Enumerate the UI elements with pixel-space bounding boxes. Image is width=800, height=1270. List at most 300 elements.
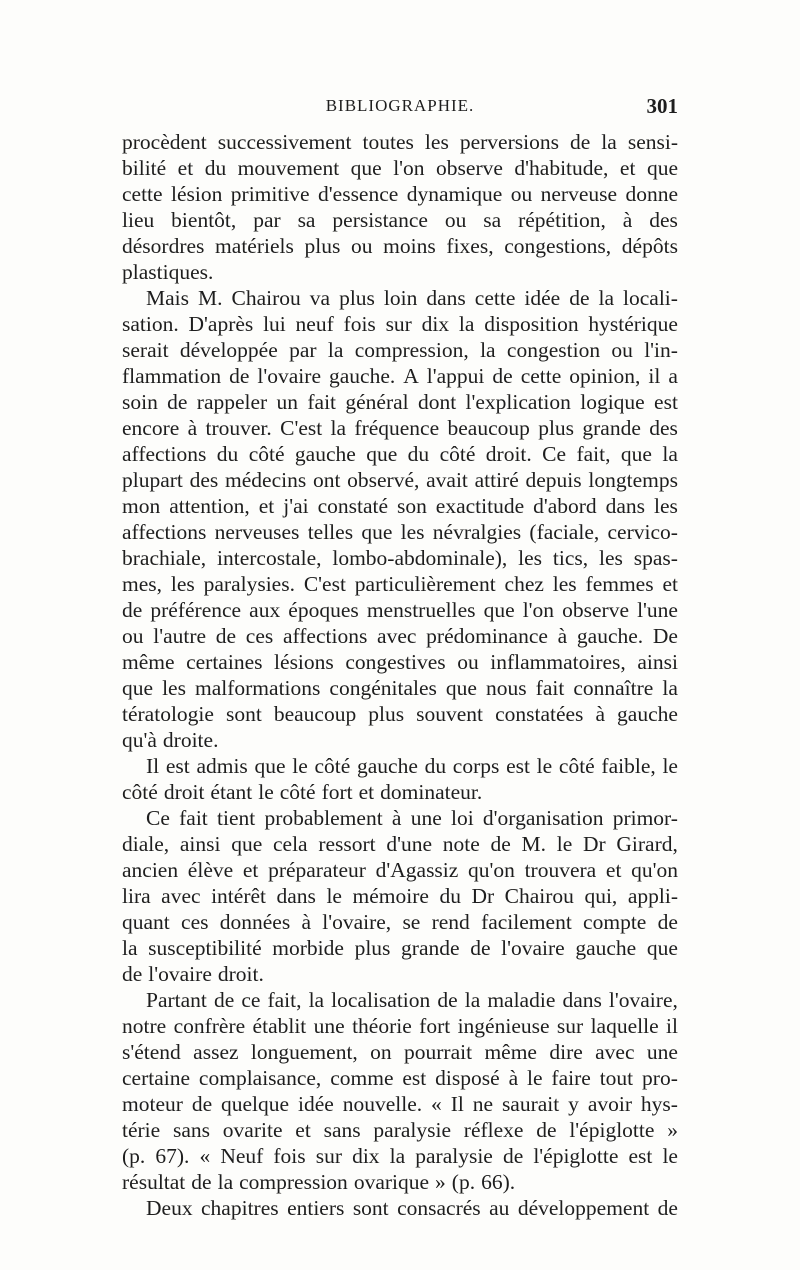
word: qu'on bbox=[468, 858, 515, 882]
word: est bbox=[402, 1066, 427, 1090]
word: malformations bbox=[195, 676, 321, 700]
word: une bbox=[646, 1040, 678, 1064]
word: que bbox=[361, 520, 393, 544]
word: saurait bbox=[501, 1092, 560, 1116]
word: observe bbox=[562, 598, 629, 622]
word: ont bbox=[312, 468, 341, 492]
word: mes, bbox=[122, 572, 163, 596]
word: affections bbox=[122, 520, 207, 544]
word: tératologie bbox=[122, 702, 214, 726]
text-line bbox=[122, 909, 678, 935]
word: les bbox=[552, 572, 577, 596]
word: sation. bbox=[122, 312, 179, 336]
word: la bbox=[458, 312, 475, 336]
word: l'ovaire bbox=[501, 936, 565, 960]
word: de bbox=[215, 624, 237, 648]
word: grande bbox=[401, 936, 460, 960]
word: cervico- bbox=[607, 520, 678, 544]
text-line bbox=[122, 753, 678, 779]
word: fort bbox=[419, 1014, 451, 1038]
word: tout bbox=[599, 1066, 634, 1090]
word: il bbox=[648, 364, 661, 388]
word: constaté bbox=[317, 494, 389, 518]
word: plus bbox=[538, 416, 575, 440]
word: laquelle bbox=[590, 1014, 659, 1038]
word: encore bbox=[122, 416, 180, 440]
word: avec bbox=[161, 884, 201, 908]
word: affections bbox=[122, 442, 207, 466]
word: ne bbox=[472, 1092, 494, 1116]
text-line bbox=[122, 857, 678, 883]
word: de bbox=[122, 962, 143, 986]
word: perversions bbox=[459, 130, 559, 154]
word: la bbox=[327, 338, 344, 362]
word: dépôts bbox=[621, 234, 678, 258]
word: un bbox=[276, 390, 299, 414]
text-line bbox=[122, 571, 678, 597]
word: (p. bbox=[451, 1170, 476, 1194]
word: que bbox=[483, 598, 515, 622]
word: une bbox=[410, 806, 442, 830]
word: ainsi bbox=[637, 650, 678, 674]
word: intercostale, bbox=[217, 546, 322, 570]
word: spas- bbox=[633, 546, 678, 570]
word: d'abord bbox=[533, 494, 597, 518]
word: attention, bbox=[169, 494, 250, 518]
word: quant bbox=[122, 910, 170, 934]
word: dominateur. bbox=[380, 780, 483, 804]
word: le bbox=[556, 832, 573, 856]
word: (faciale, bbox=[529, 520, 600, 544]
text-line bbox=[122, 1117, 678, 1143]
word: fait, bbox=[576, 442, 611, 466]
word: droite. bbox=[162, 728, 219, 752]
word: sur bbox=[556, 1014, 584, 1038]
word: la bbox=[122, 936, 138, 960]
word: neuf bbox=[295, 312, 334, 336]
word: le bbox=[662, 1144, 678, 1168]
word: chapitres bbox=[201, 1196, 279, 1220]
word: de bbox=[229, 364, 250, 388]
word: térie bbox=[122, 1118, 161, 1142]
word: rend bbox=[431, 910, 470, 934]
word: à bbox=[508, 1066, 519, 1090]
word: (p. bbox=[122, 1144, 146, 1168]
word: et bbox=[295, 1118, 311, 1142]
word: général bbox=[345, 390, 409, 414]
word: et bbox=[177, 156, 194, 180]
word: lombo-abdominale), bbox=[332, 546, 508, 570]
word: Chairou bbox=[231, 286, 301, 310]
word: que bbox=[646, 936, 678, 960]
word: tient bbox=[217, 806, 256, 830]
word: primitive bbox=[230, 182, 310, 206]
word: d'essence bbox=[318, 182, 399, 206]
word: du bbox=[407, 442, 430, 466]
word: du bbox=[216, 442, 239, 466]
text-line bbox=[122, 545, 678, 571]
word: congestions, bbox=[504, 234, 612, 258]
word: ou bbox=[510, 182, 533, 206]
word: gauche bbox=[575, 936, 637, 960]
word: Ce bbox=[542, 442, 567, 466]
word: que bbox=[350, 156, 382, 180]
word: la bbox=[601, 130, 617, 154]
word: nerveuses bbox=[214, 520, 300, 544]
word: cette bbox=[122, 182, 163, 206]
text-line bbox=[122, 311, 678, 337]
word: soin bbox=[122, 390, 158, 414]
word: M. bbox=[198, 286, 223, 310]
word: de bbox=[167, 390, 188, 414]
word: corps bbox=[452, 754, 500, 778]
word: ancien bbox=[122, 858, 179, 882]
word: diale, bbox=[122, 832, 170, 856]
word: que bbox=[646, 156, 678, 180]
word: développée bbox=[179, 338, 278, 362]
word: dire bbox=[549, 1040, 583, 1064]
word: de bbox=[191, 1170, 212, 1194]
word: attiré bbox=[474, 468, 519, 492]
text-line bbox=[122, 1039, 678, 1065]
word: procèdent bbox=[122, 130, 207, 154]
word: à bbox=[622, 208, 633, 232]
word: moteur bbox=[122, 1092, 183, 1116]
word: et bbox=[258, 494, 275, 518]
running-head bbox=[122, 92, 678, 120]
text-line bbox=[122, 623, 678, 649]
word: le bbox=[326, 884, 342, 908]
word: dix bbox=[421, 312, 450, 336]
word: morbide bbox=[272, 936, 344, 960]
word: le bbox=[258, 780, 274, 804]
word: affections bbox=[282, 624, 368, 648]
word: à bbox=[187, 416, 198, 440]
word: à bbox=[595, 702, 605, 726]
word: des bbox=[189, 468, 219, 492]
word: l'autre bbox=[153, 624, 207, 648]
word: « bbox=[199, 1144, 211, 1168]
word: De bbox=[652, 624, 678, 648]
word: connaître bbox=[573, 676, 654, 700]
word: de bbox=[569, 286, 590, 310]
word: primor- bbox=[612, 806, 678, 830]
word: congestion bbox=[506, 338, 601, 362]
word: les bbox=[518, 546, 543, 570]
word: flammation bbox=[122, 364, 222, 388]
word: avec bbox=[377, 624, 417, 648]
word: que bbox=[254, 754, 286, 778]
word: les bbox=[400, 520, 425, 544]
word: serait bbox=[122, 338, 169, 362]
word: logique bbox=[580, 390, 645, 414]
word: une bbox=[313, 1014, 345, 1038]
word: beaucoup bbox=[447, 416, 530, 440]
word: sur bbox=[385, 312, 412, 336]
word: est bbox=[506, 754, 530, 778]
word: son bbox=[396, 494, 427, 518]
word: souvent bbox=[416, 702, 484, 726]
word: constatées bbox=[495, 702, 584, 726]
word: femmes bbox=[585, 572, 654, 596]
word: Dr bbox=[471, 884, 495, 908]
word: avoir bbox=[587, 1092, 632, 1116]
word: pro- bbox=[642, 1066, 678, 1090]
text-line bbox=[122, 935, 678, 961]
text-line bbox=[122, 1195, 678, 1221]
word: a bbox=[668, 364, 678, 388]
word: Ce bbox=[146, 806, 170, 830]
word: sensi- bbox=[627, 130, 678, 154]
word: ou bbox=[611, 338, 633, 362]
word: côté bbox=[279, 780, 316, 804]
word: mon bbox=[122, 494, 161, 518]
word: on bbox=[370, 1040, 392, 1064]
word: ovarique bbox=[353, 1170, 430, 1194]
word: sans bbox=[323, 1118, 361, 1142]
word: beaucoup bbox=[273, 702, 357, 726]
text-line bbox=[122, 389, 678, 415]
word: de bbox=[122, 598, 143, 622]
word: du bbox=[204, 156, 227, 180]
text-line bbox=[122, 441, 678, 467]
word: gauche bbox=[617, 702, 678, 726]
word: bilité bbox=[122, 156, 167, 180]
word: la bbox=[217, 1170, 234, 1194]
word: dix bbox=[352, 1144, 380, 1168]
word: D'après bbox=[188, 312, 254, 336]
word: côté bbox=[122, 780, 158, 804]
word: certaines bbox=[186, 650, 263, 674]
word: droit bbox=[163, 780, 205, 804]
word: à bbox=[391, 806, 402, 830]
word: la bbox=[464, 988, 481, 1012]
word: aux bbox=[249, 598, 281, 622]
word: les bbox=[424, 130, 449, 154]
word: et bbox=[358, 780, 375, 804]
word: » bbox=[667, 1118, 678, 1142]
word: fort bbox=[321, 780, 353, 804]
word: résultat bbox=[122, 1170, 186, 1194]
word: paralysie bbox=[373, 1118, 452, 1142]
word: hystérique bbox=[588, 312, 678, 336]
word: côté bbox=[558, 754, 595, 778]
word: faire bbox=[551, 1066, 591, 1090]
word: admis bbox=[196, 754, 248, 778]
text-line bbox=[122, 155, 678, 181]
word: l'ovaire, bbox=[608, 988, 678, 1012]
word: telles bbox=[307, 520, 354, 544]
word: idée bbox=[524, 286, 561, 310]
word: C'est bbox=[303, 572, 346, 596]
word: est bbox=[654, 390, 678, 414]
word: de bbox=[437, 988, 458, 1012]
text-line bbox=[122, 805, 678, 831]
word: le bbox=[292, 754, 308, 778]
word: données bbox=[219, 910, 291, 934]
word: pourrait bbox=[404, 1040, 473, 1064]
word: de bbox=[490, 832, 511, 856]
word: M. bbox=[521, 832, 547, 856]
word: développement bbox=[517, 1196, 650, 1220]
word: dans bbox=[562, 988, 602, 1012]
word: les bbox=[170, 572, 195, 596]
word: des bbox=[649, 208, 678, 232]
word: gauche bbox=[357, 754, 418, 778]
word: les bbox=[599, 546, 623, 570]
word: lieu bbox=[122, 208, 155, 232]
word: compression, bbox=[354, 338, 469, 362]
word: y bbox=[568, 1092, 579, 1116]
word: entiers bbox=[287, 1196, 345, 1220]
word: grande bbox=[582, 416, 641, 440]
word: les bbox=[654, 494, 678, 518]
text-line bbox=[122, 883, 678, 909]
word: avait bbox=[426, 468, 468, 492]
word: » bbox=[435, 1170, 446, 1194]
word: l'ovaire bbox=[257, 364, 321, 388]
word: l'explication bbox=[465, 390, 571, 414]
word: ce bbox=[241, 988, 261, 1012]
word: trouvera bbox=[524, 858, 597, 882]
word: d'organisation bbox=[482, 806, 604, 830]
word: hys- bbox=[640, 1092, 678, 1116]
word: même bbox=[122, 650, 175, 674]
word: ovarite bbox=[222, 1118, 283, 1142]
word: de bbox=[536, 1118, 557, 1142]
word: des bbox=[649, 416, 678, 440]
word: congénitales bbox=[329, 676, 437, 700]
text-line bbox=[122, 701, 678, 727]
word: mémoire bbox=[352, 884, 429, 908]
word: chez bbox=[504, 572, 544, 596]
word: plus bbox=[368, 702, 405, 726]
word: l'on bbox=[522, 598, 555, 622]
word: sont bbox=[225, 702, 262, 726]
word: dans bbox=[426, 286, 466, 310]
text-line bbox=[122, 1143, 678, 1169]
word: gauche. bbox=[329, 364, 396, 388]
word: probablement bbox=[264, 806, 383, 830]
word: d'habitude, bbox=[514, 156, 609, 180]
word: la bbox=[389, 1144, 406, 1168]
word: paralysies. bbox=[203, 572, 295, 596]
word: à bbox=[301, 910, 311, 934]
word: côté bbox=[439, 442, 476, 466]
word: est bbox=[628, 1144, 653, 1168]
word: par bbox=[289, 338, 317, 362]
word: locali- bbox=[623, 286, 678, 310]
word: plastiques. bbox=[122, 260, 214, 284]
word: maladie bbox=[487, 988, 556, 1012]
word: la bbox=[662, 676, 678, 700]
word: ou bbox=[351, 234, 373, 258]
text-line bbox=[122, 1065, 678, 1091]
word: cela bbox=[272, 832, 308, 856]
word: médecins bbox=[225, 468, 307, 492]
word: préparateur bbox=[268, 858, 366, 882]
word: l'on bbox=[393, 156, 425, 180]
word: nerveuse bbox=[540, 182, 618, 206]
word: la bbox=[308, 988, 325, 1012]
word: Mais bbox=[146, 286, 189, 310]
word: qui, bbox=[584, 884, 618, 908]
word: se bbox=[402, 910, 421, 934]
word: facilement bbox=[481, 910, 572, 934]
word: plus bbox=[304, 234, 341, 258]
word: et bbox=[605, 858, 622, 882]
word: fait bbox=[307, 390, 337, 414]
running-head-title: BIBLIOGRAPHIE. bbox=[325, 96, 475, 115]
word: ou bbox=[122, 624, 144, 648]
word: moins bbox=[383, 234, 436, 258]
word: consacrés bbox=[397, 1196, 481, 1220]
word: de bbox=[502, 1144, 524, 1168]
word: donne bbox=[625, 182, 678, 206]
word: ou bbox=[457, 650, 479, 674]
word: établit bbox=[252, 1014, 307, 1038]
word: disposition bbox=[484, 312, 579, 336]
text-line bbox=[122, 649, 678, 675]
text-line bbox=[122, 1091, 678, 1117]
word: cette bbox=[474, 286, 516, 310]
word: nous bbox=[486, 676, 527, 700]
word: Deux bbox=[146, 1196, 193, 1220]
word: assez bbox=[193, 1040, 239, 1064]
word: complaisance, bbox=[198, 1066, 322, 1090]
word: faible, bbox=[601, 754, 656, 778]
word: certaine bbox=[122, 1066, 191, 1090]
word: sont bbox=[352, 1196, 389, 1220]
word: et bbox=[662, 572, 678, 596]
word: Girard, bbox=[616, 832, 678, 856]
word: et bbox=[242, 858, 259, 882]
word: observé, bbox=[347, 468, 420, 492]
word: lui bbox=[263, 312, 286, 336]
word: l'épiglotte bbox=[569, 1118, 655, 1142]
word: réflexe bbox=[463, 1118, 524, 1142]
body-text bbox=[122, 129, 678, 1221]
word: élève bbox=[187, 858, 234, 882]
word: fréquence bbox=[354, 416, 440, 440]
word: loi bbox=[450, 806, 474, 830]
word: plus bbox=[339, 286, 375, 310]
word: ces bbox=[245, 624, 274, 648]
word: avec bbox=[595, 1040, 635, 1064]
word: le bbox=[536, 754, 553, 778]
word: ingénieuse bbox=[457, 1014, 550, 1038]
word: au bbox=[489, 1196, 510, 1220]
text-line bbox=[122, 415, 678, 441]
word: longtemps bbox=[588, 468, 678, 492]
word: nouvelle. bbox=[342, 1092, 423, 1116]
word: côté bbox=[314, 754, 351, 778]
word: gauche. bbox=[576, 624, 644, 648]
word: que bbox=[366, 442, 398, 466]
word: paralysie bbox=[415, 1144, 493, 1168]
word: ainsi bbox=[179, 832, 221, 856]
word: dynamique bbox=[406, 182, 503, 206]
word: Partant bbox=[146, 988, 207, 1012]
word: prédominance bbox=[426, 624, 548, 648]
word: de bbox=[213, 988, 235, 1012]
word: de bbox=[657, 910, 678, 934]
word: sa bbox=[483, 208, 502, 232]
word: C'est bbox=[280, 416, 323, 440]
word: appli- bbox=[627, 884, 678, 908]
word: Chairou bbox=[504, 884, 574, 908]
word: névralgies bbox=[432, 520, 522, 544]
